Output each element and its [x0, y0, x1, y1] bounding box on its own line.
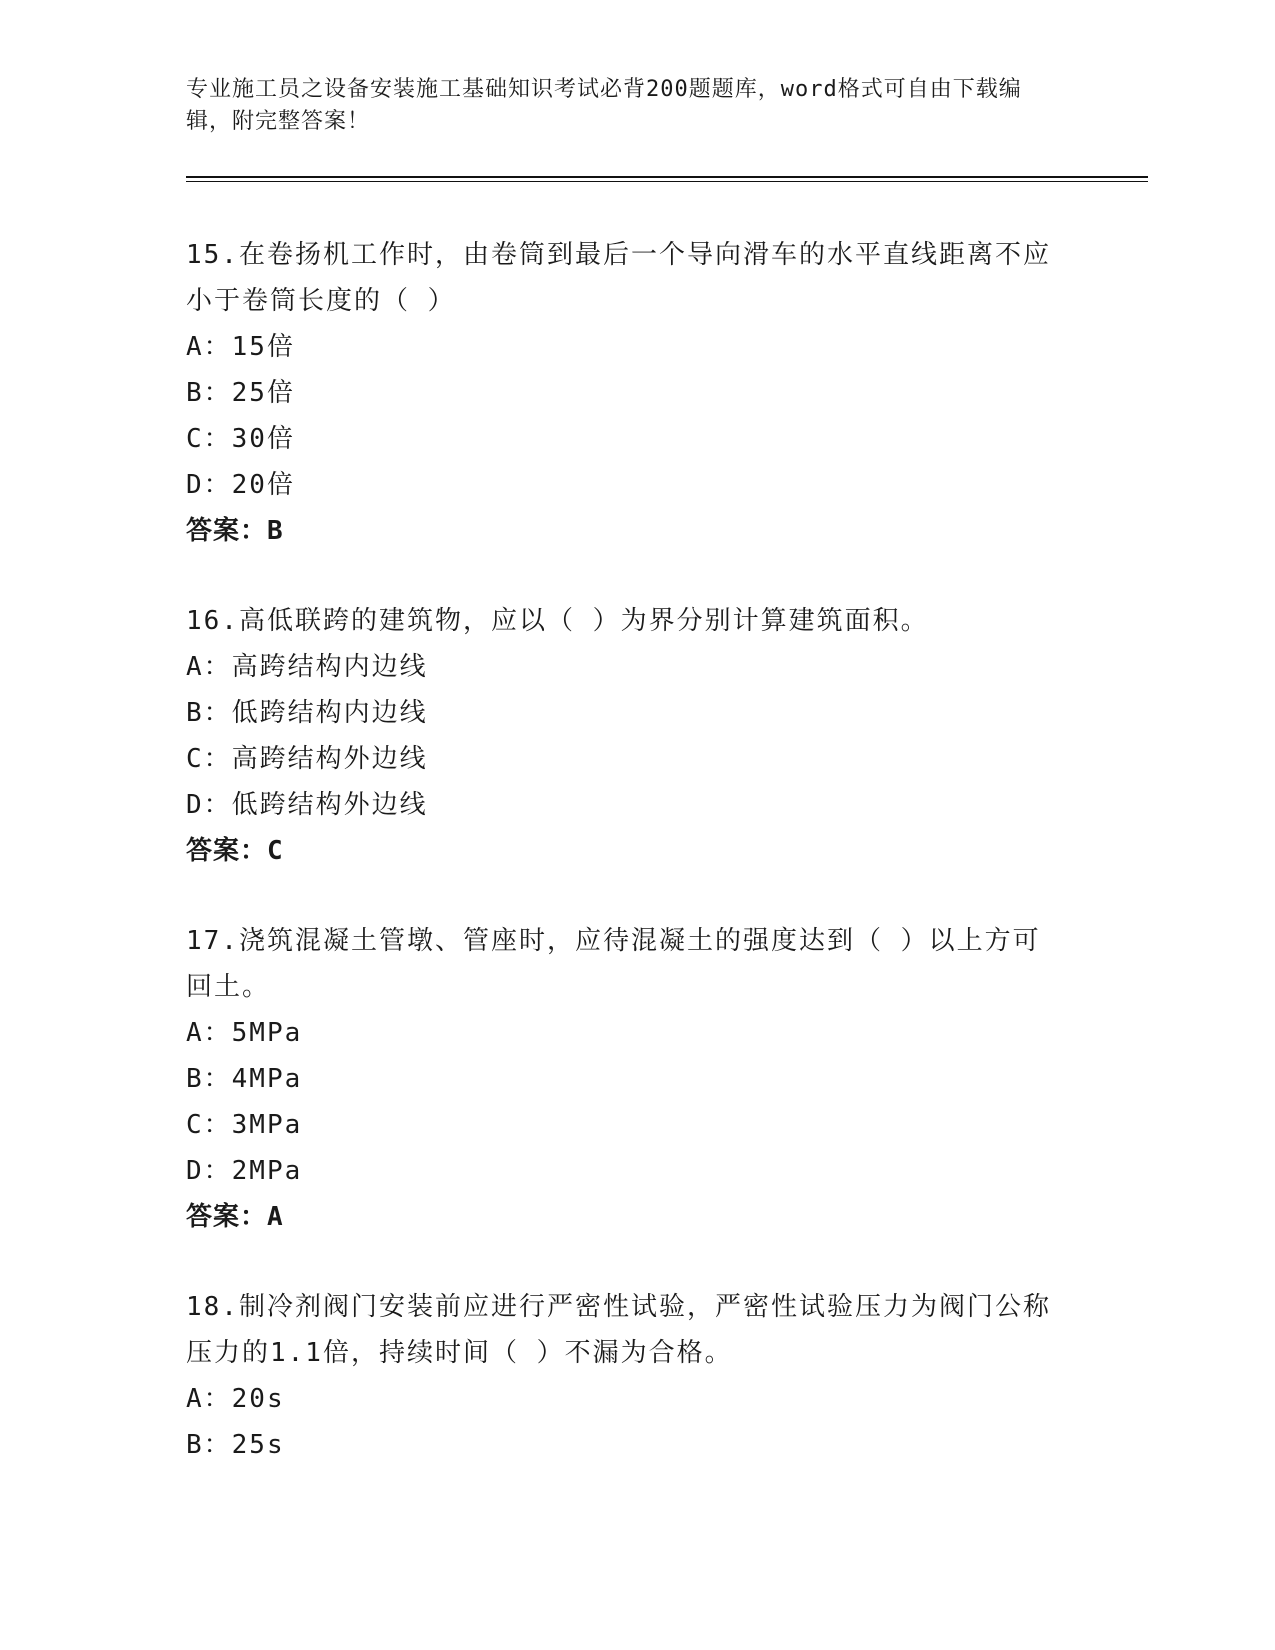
question-17 — [186, 918, 1066, 1240]
answer-label: 答案：A — [186, 1202, 284, 1232]
option-a: A：高跨结构内边线 — [186, 652, 428, 682]
option-b: B：25倍 — [186, 378, 295, 408]
question-text: 15.在卷扬机工作时，由卷筒到最后一个导向滑车的水平直线距离不应小于卷筒长度的（ ） — [186, 240, 1051, 316]
option-b: B：低跨结构内边线 — [186, 698, 428, 728]
option-c: C：高跨结构外边线 — [186, 744, 428, 774]
header-divider-thick — [186, 176, 1148, 178]
option-d: D：2MPa — [186, 1156, 303, 1186]
question-18 — [186, 1284, 1066, 1468]
option-b: B：25s — [186, 1430, 285, 1460]
option-d: D：低跨结构外边线 — [186, 790, 428, 820]
answer-label: 答案：B — [186, 516, 284, 546]
option-b: B：4MPa — [186, 1064, 303, 1094]
option-d: D：20倍 — [186, 470, 295, 500]
document-header: 专业施工员之设备安装施工基础知识考试必背200题题库，word格式可自由下载编辑，附完整答案！ — [186, 77, 1022, 134]
answer-label: 答案：C — [186, 836, 284, 866]
option-c: C：3MPa — [186, 1110, 303, 1140]
question-text: 18.制冷剂阀门安装前应进行严密性试验，严密性试验压力为阀门公称压力的1.1倍，持续时间（ ）不漏为合格。 — [186, 1292, 1051, 1368]
question-15 — [186, 232, 1066, 554]
option-a: A：15倍 — [186, 332, 295, 362]
header-divider-thin — [186, 181, 1148, 182]
option-a: A：5MPa — [186, 1018, 303, 1048]
question-text: 16.高低联跨的建筑物，应以（ ）为界分别计算建筑面积。 — [186, 606, 929, 636]
question-list — [186, 232, 1066, 1512]
option-c: C：30倍 — [186, 424, 295, 454]
question-text: 17.浇筑混凝土管墩、管座时，应待混凝土的强度达到（ ）以上方可回土。 — [186, 926, 1041, 1002]
question-16 — [186, 598, 1066, 874]
option-a: A：20s — [186, 1384, 285, 1414]
